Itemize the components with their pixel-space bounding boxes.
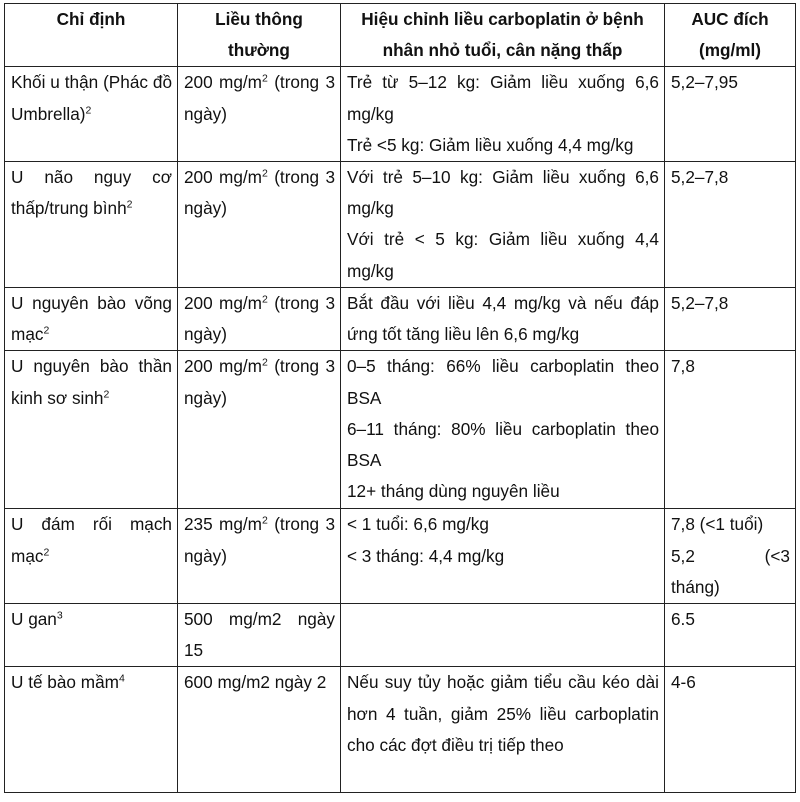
usual-dose-cell: 200 $mg/m^2$ (trong 3 ngày) xyxy=(178,288,341,351)
adjustment-cell xyxy=(341,351,665,509)
adjustment-cell xyxy=(341,288,665,351)
indication-cell: U não nguy cơ thấp/trung bình$^2$ xyxy=(5,162,178,288)
adjustment-line: Trẻ <5 kg: Giảm liều xuống 4,4 mg/kg xyxy=(347,134,634,155)
header-usual-dose: Liều thông thường xyxy=(178,4,341,67)
adjustment-line: < 3 tháng: 4,4 mg/kg xyxy=(347,545,505,566)
target-auc-cell xyxy=(665,509,796,604)
target-auc-cell: 5,2–7,8 xyxy=(665,162,796,288)
target-auc-line: 7,8 (<1 tuổi) xyxy=(671,514,764,535)
indication-cell: U tế bào mầm$^4$ xyxy=(5,667,178,793)
table-row xyxy=(5,509,796,604)
target-auc-cell: 4-6 xyxy=(665,667,796,793)
adjustment-cell xyxy=(341,67,665,162)
reference-marker: 2 xyxy=(126,198,133,211)
table-row xyxy=(5,351,796,509)
adjustment-line: Với trẻ 5–10 kg: Giảm liều xuống 6,6 mg/kg xyxy=(347,167,659,219)
adjustment-line: Bắt đầu với liều 4,4 mg/kg và nếu đáp ứng tốt tăng liều lên 6,6 mg/kg xyxy=(347,293,659,345)
adjustment-line: < 1 tuổi: 6,6 mg/kg xyxy=(347,514,489,535)
adjustment-line: Trẻ từ 5–12 kg: Giảm liều xuống 6,6 mg/kg xyxy=(347,72,659,124)
adjustment-cell xyxy=(341,509,665,604)
usual-dose-cell: 200 $mg/m^2$ (trong 3 ngày) xyxy=(178,67,341,162)
usual-dose-cell: 600 mg/m2 ngày 2 xyxy=(178,667,341,793)
usual-dose-cell: 200 $mg/m^2$ (trong 3 ngày) xyxy=(178,351,341,509)
adjustment-line: Nếu suy tủy hoặc giảm tiểu cầu kéo dài hơn 4 tuần, giảm 25% liều carboplatin cho các đợt điều trị tiếp theo xyxy=(347,672,659,755)
header-indication: Chỉ định xyxy=(5,4,178,67)
usual-dose-cell: 200 $mg/m^2$ (trong 3 ngày) xyxy=(178,162,341,288)
header-target-auc: AUC đích (mg/ml) xyxy=(665,4,796,67)
table-row xyxy=(5,162,796,288)
indication-cell: U gan$^3$ xyxy=(5,604,178,667)
adjustment-cell xyxy=(341,162,665,288)
adjustment-line: 6–11 tháng: 80% liều carboplatin theo BSA xyxy=(347,418,659,471)
adjustment-cell xyxy=(341,667,665,793)
header-adjustment: Hiệu chỉnh liều carboplatin ở bệnh nhân nhỏ tuổi, cân nặng thấp xyxy=(341,4,665,67)
target-auc-line: 5,2 (<3 xyxy=(671,545,790,566)
indication-cell: U nguyên bào võng mạc$^2$ xyxy=(5,288,178,351)
target-auc-cell: 5,2–7,8 xyxy=(665,288,796,351)
table-row xyxy=(5,604,796,667)
indication-cell: Khối u thận (Phác đồ Umbrella)$^2$ xyxy=(5,67,178,162)
target-auc-cell: 7,8 xyxy=(665,351,796,509)
target-auc-cell: 6.5 xyxy=(665,604,796,667)
reference-marker: 2 xyxy=(85,104,92,117)
reference-marker: 3 xyxy=(56,609,63,622)
table-row xyxy=(5,67,796,162)
indication-cell: U nguyên bào thần kinh sơ $\sinh^2$ xyxy=(5,351,178,509)
usual-dose-cell: 235 $mg/m^2$ (trong 3 ngày) xyxy=(178,509,341,604)
reference-marker: 4 xyxy=(118,673,125,686)
table-row xyxy=(5,667,796,793)
adjustment-cell xyxy=(341,604,665,667)
table-row xyxy=(5,288,796,351)
adjustment-line: 0–5 tháng: 66% liều carboplatin theo BSA xyxy=(347,356,659,408)
reference-marker: 2 xyxy=(43,546,50,559)
adjustment-line: 12+ tháng dùng nguyên liều xyxy=(347,481,560,502)
adjustment-line: Với trẻ < 5 kg: Giảm liều xuống 4,4 mg/kg xyxy=(347,229,659,281)
target-auc-line: tháng) xyxy=(671,576,720,597)
table-header-row xyxy=(5,4,796,67)
carboplatin-dosing-table xyxy=(4,3,796,793)
usual-dose-cell: 500 mg/m2 ngày 15 xyxy=(178,604,341,667)
target-auc-cell: 5,2–7,95 xyxy=(665,67,796,162)
indication-cell: U đám rối mạch mạc$^2$ xyxy=(5,509,178,604)
reference-marker: 2 xyxy=(103,388,110,401)
reference-marker: 2 xyxy=(43,324,50,337)
